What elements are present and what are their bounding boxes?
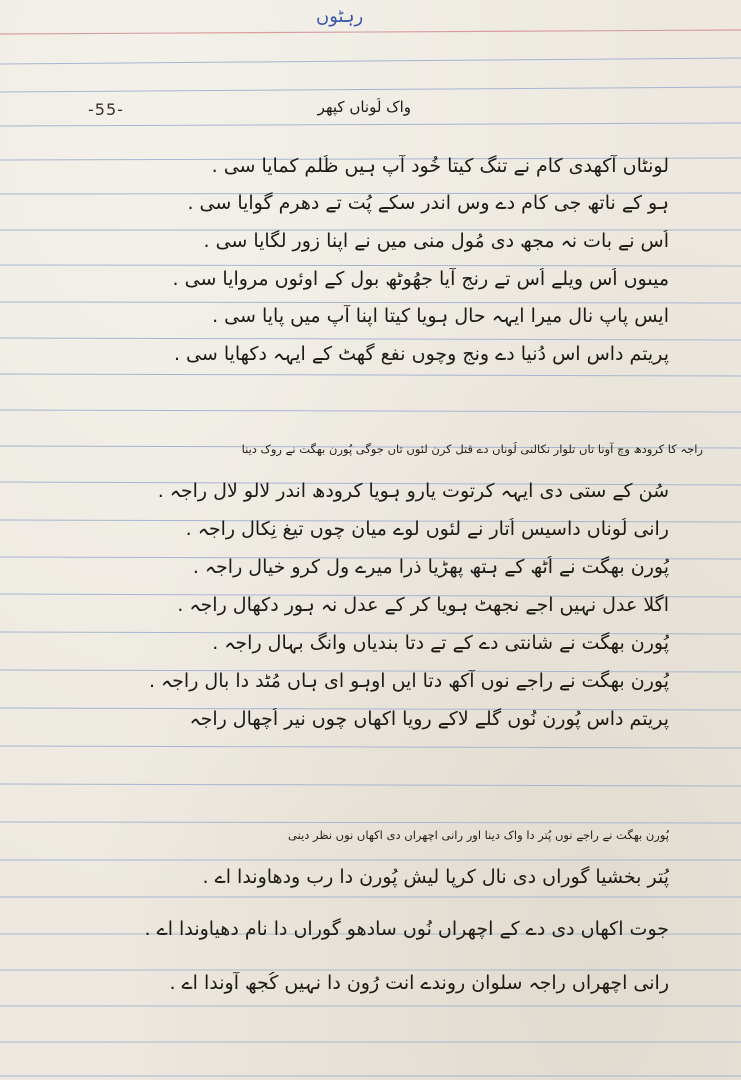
heading-text: واک لُوناں	[349, 98, 411, 116]
verse-line: ہو کے ناتھ جی کام دے وس اندر سکے پُت تے دھرم گوایا سی .	[187, 192, 669, 214]
section-note: پُورن بھگت نے راجے نوں پُتر دا واک دینا اور رانی اچھراں دی اکھاں نوں نظر دینی	[288, 828, 669, 842]
page-number: -55-	[88, 100, 124, 119]
verse-line: پُتر بخشیا گوراں دی نال کرپا لیش پُورن دا رب ودھاوندا اے .	[202, 866, 669, 888]
page-heading	[291, 98, 411, 116]
verse-line: ایس پاپ نال میرا ایہہ حال ہویا کیتا اپنا آپ میں پایا سی .	[212, 305, 669, 327]
verse-line: پُورن بھگت نے اُٹھ کے ہتھ پھڑیا ذرا میرے ول کرو خیال راجہ .	[192, 556, 669, 578]
verse-line: اُس نے بات نہ مجھ دی مُول منی میں نے اپنا زور لگایا سی .	[203, 230, 669, 252]
verse-line: رانی لُوناں داسیس اُتار نے لئوں لوے میان چوں تیغ نِکال راجہ .	[185, 518, 669, 540]
verse-line: پریتم داس پُورن نُوں گلے لاکے رویا اکھاں چوں نیر اُچھال راجہ	[189, 708, 669, 730]
top-mark: رہٹوں	[316, 6, 364, 27]
verse-line: اگلا عدل نہیں اجے نجھٹ ہویا کر کے عدل نہ ہور دکھال راجہ .	[177, 594, 669, 616]
verse-line: پریتم داس اس دُنیا دے ونج وچوں نفع گھٹ کے ایہہ دکھایا سی .	[173, 343, 669, 365]
verse-line: جوت اکھاں دی دے کے اچھراں نُوں سادھو گوراں دا نام دھیاوندا اے .	[144, 918, 669, 940]
verse-line: میںوں اُس ویلے اُس تے رنج آیا جھُوٹھ بول کے اوئوں مروایا سی .	[172, 268, 669, 290]
verse-line: لونٹاں آکھدی کام نے تنگ کیتا خُود آپ ہیں ظُلم کمایا سی .	[211, 155, 669, 177]
section-note: راجہ کا کرودھ وچ آونا تاں تلوار نکالنی لُوناں دے قتل کرن لئوں تاں جوگی پُورن بھگت نے روک دینا	[241, 442, 703, 456]
verse-line: رانی اچھراں راجہ سلوان روندے انت رُون دا نہیں کُجھ آوندا اے .	[169, 972, 669, 994]
heading-extra: کپھر	[317, 98, 345, 116]
verse-line: پُورن بھگت نے راجے نوں آکھ دتا ایں اوہو ای ہاں مُٹد دا بال راجہ .	[148, 670, 669, 692]
verse-line: پُورن بھگت نے شانتی دے کے تے دتا بندیاں وانگ بہال راجہ .	[212, 632, 669, 654]
verse-line: سُن کے ستی دی ایہہ کرتوت یارو ہویا کرودھ اندر لالو لال راجہ .	[157, 480, 669, 502]
